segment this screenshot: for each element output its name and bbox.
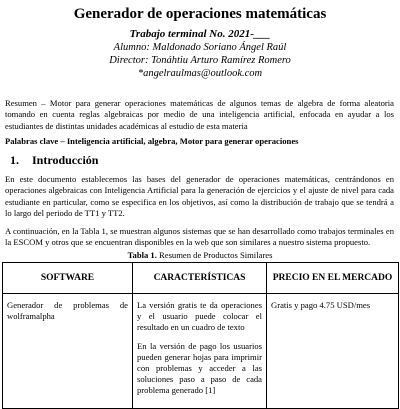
intro-paragraph-1: En este documento establecemos las bases del generador de operaciones matemáticas, centrándonos en operaciones algebraicas con Inteligencia Artificial para la generación de ejercicios y el ajuste de nivel para cada estudiante en particular, como se especifica en los objetivos, así como la distribución de trabajo que se tendrá a lo largo del periodo de TT1 y TT2. [5, 174, 394, 218]
table-row [3, 294, 399, 409]
table-caption-label: Tabla 1. [127, 250, 157, 260]
student-name: Alumno: Maldonado Soriano Ángel Raúl [113, 42, 287, 53]
cell-software: Generador de problemas de wolframalpha [3, 294, 133, 409]
table-caption [0, 250, 400, 261]
header-software: SOFTWARE [3, 263, 133, 294]
director-name: Director: Tonáhtiu Arturo Ramírez Romero [109, 55, 291, 66]
table-header-row [3, 263, 399, 294]
similar-products-table [2, 262, 399, 409]
section-number: 1. [10, 153, 19, 167]
cell-features [133, 294, 267, 409]
table-caption-text: Resumen de Productos Similares [156, 250, 273, 260]
header-price: PRECIO EN EL MERCADO [267, 263, 399, 294]
header-features: CARACTERÍSTICAS [133, 263, 267, 294]
features-paragraph-2: En la versión de pago los usuarios pueden generar hojas para imprimir con problemas y acceder a las soluciones paso a paso de cada problema generado [1] [137, 341, 262, 395]
abstract-text: Resumen – Motor para generar operaciones matemáticas de algunos temas de algebra de forma aleatoria tomando en cuenta reglas algebraicas por medio de una inteligencia artificial, enfocada en ayudar a los estudiantes de distintas unidades académicas al estudio de esta materia [5, 98, 394, 131]
section-title: Introducción [32, 153, 99, 167]
document-title: Generador de operaciones matemáticas [73, 6, 327, 22]
document-subtitle: Trabajo terminal No. 2021-___ [129, 28, 271, 40]
features-paragraph-1: La versión gratis te da operaciones y el usuario puede colocar el resultado en un cuadro de texto [137, 300, 262, 332]
intro-paragraph-2: A continuación, en la Tabla 1, se muestran algunos sistemas que se han desarrollado como trabajos terminales en la ESCOM y otros que se encuentran disponibles en la web que son similares a nuestro sistema propuesto. [5, 226, 394, 248]
author-email: *angelraulmas@outlook.com [137, 68, 263, 79]
keywords-text: Palabras clave – Inteligencia artificial, algebra, Motor para generar operaciones [5, 136, 299, 146]
cell-price: Gratis y pago 4.75 USD/mes [267, 294, 399, 409]
section-heading [10, 153, 98, 167]
